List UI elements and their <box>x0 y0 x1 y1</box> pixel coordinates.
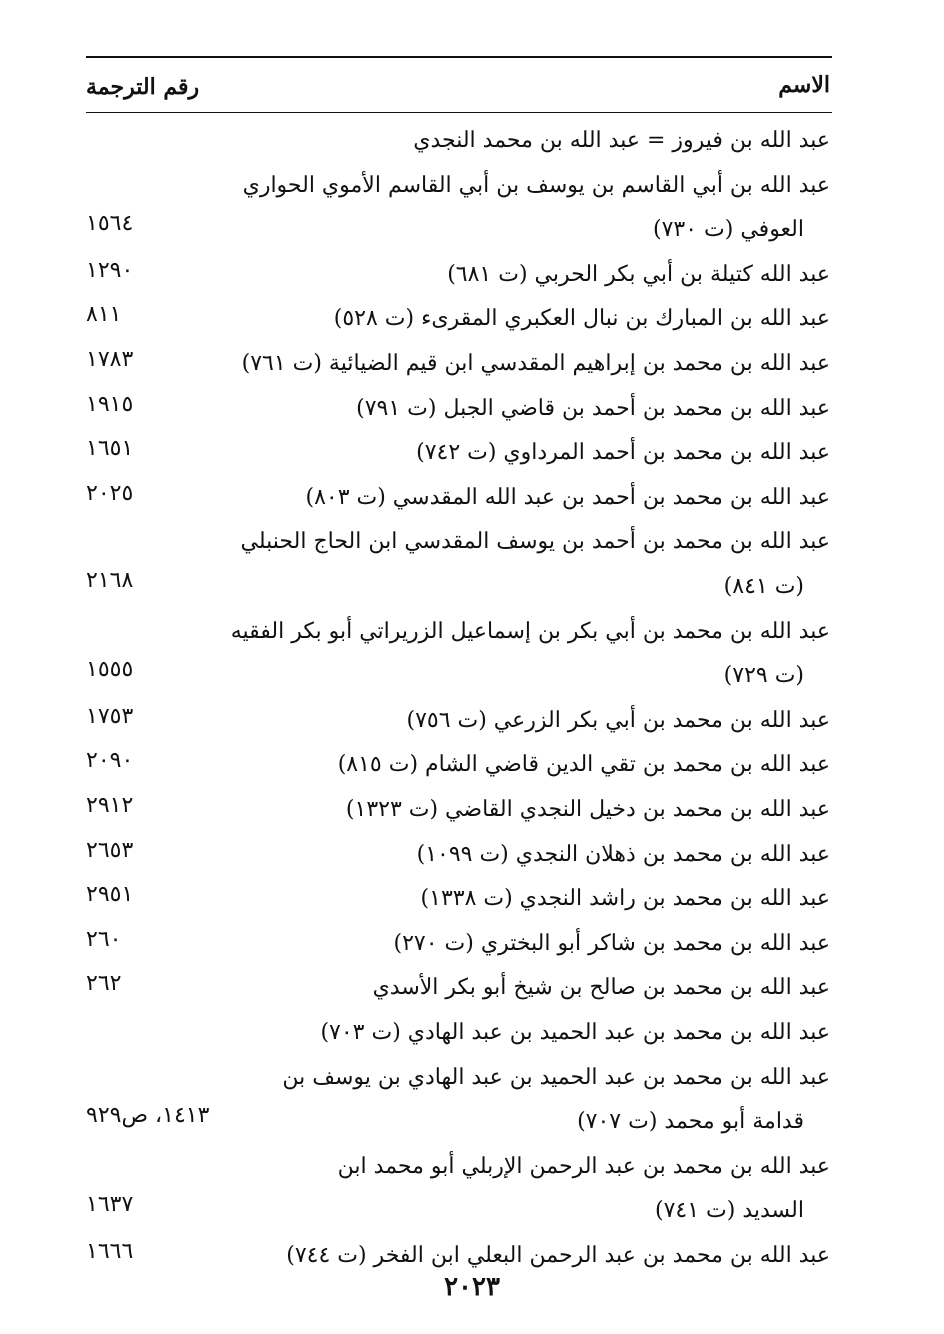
entry-number: ٢١٦٨ <box>86 567 134 593</box>
entry-number: ١٢٩٠ <box>86 257 134 283</box>
entry-name: عبد الله بن محمد بن أبي بكر بن إسماعيل الزريراتي أبو بكر الفقيه <box>230 618 830 644</box>
entry-number: ١٩١٥ <box>86 391 134 417</box>
entry-name-continuation: قدامة أبو محمد (ت ٧٠٧) <box>577 1109 804 1135</box>
top-rule <box>86 56 832 58</box>
list-item <box>0 926 944 974</box>
entry-name: عبد الله بن محمد بن ذهلان النجدي (ت ١٠٩٩) <box>416 841 830 867</box>
entry-name: عبد الله بن محمد بن راشد النجدي (ت ١٣٣٨) <box>420 886 830 912</box>
list-item <box>0 257 944 305</box>
entry-number: ١٧٨٣ <box>86 347 134 372</box>
entry-name: عبد الله بن أبي القاسم بن يوسف بن أبي القاسم الأموي الحواري <box>242 172 830 198</box>
entry-name: عبد الله بن فيروز = عبد الله بن محمد النجدي <box>413 128 830 153</box>
list-item <box>0 391 944 439</box>
list-item <box>0 126 944 171</box>
entry-number: ١٦٥١ <box>86 436 134 462</box>
entry-number: ١٦٣٧ <box>86 1192 134 1218</box>
entry-number: ١٤١٣، ص٩٢٩ <box>86 1103 210 1129</box>
entry-name: عبد الله بن محمد بن أحمد بن عبد الله المقدسي (ت ٨٠٣) <box>305 484 830 510</box>
entry-number: ١٦٦٦ <box>86 1239 134 1264</box>
list-item <box>0 171 944 260</box>
entry-number: ١٧٥٣ <box>86 703 134 729</box>
entry-name-continuation: العوفي (ت ٧٣٠) <box>653 217 804 243</box>
entry-number: ٢٩٥١ <box>86 882 134 908</box>
entry-number: ١٥٦٤ <box>86 211 134 237</box>
list-item <box>0 480 944 528</box>
entry-number: ٢٠٩٠ <box>86 748 134 774</box>
entry-name: عبد الله بن المبارك بن نبال العكبري المقرىء (ت ٥٢٨) <box>333 306 830 332</box>
header-rule <box>86 112 832 113</box>
entry-name: عبد الله بن محمد بن شاكر أبو البختري (ت ٢٧٠) <box>393 930 830 956</box>
list-item <box>0 304 944 349</box>
entry-number: ٨١١ <box>86 302 122 328</box>
entry-number: ٢٠٢٥ <box>86 480 134 506</box>
list-item <box>0 1063 944 1152</box>
entry-name: عبد الله بن محمد بن صالح بن شيخ أبو بكر الأسدي <box>372 975 830 1001</box>
page-number: ٢٠٢٣ <box>444 1272 500 1302</box>
entry-name-continuation: السديد (ت ٧٤١) <box>655 1198 804 1224</box>
entry-name: عبد الله بن محمد بن دخيل النجدي القاضي (ت ١٣٢٣) <box>345 797 830 822</box>
column-header-name: الاسم <box>778 72 830 98</box>
entry-number: ٢٦٠ <box>86 926 122 952</box>
column-header-number: رقم الترجمة <box>86 74 200 100</box>
entry-name-continuation: (ت ٨٤١) <box>723 573 804 599</box>
list-item <box>0 617 944 706</box>
entry-name-continuation: (ت ٧٢٩) <box>723 663 804 689</box>
list-item <box>0 527 944 616</box>
entry-name: عبد الله بن محمد بن تقي الدين قاضي الشام (ت ٨١٥) <box>337 752 830 778</box>
entry-name: عبد الله بن محمد بن عبد الرحمن البعلي ابن الفخر (ت ٧٤٤) <box>286 1243 830 1268</box>
entry-number: ١٥٥٥ <box>86 657 134 683</box>
list-item <box>0 703 944 751</box>
entry-name: عبد الله بن محمد بن أحمد المرداوي (ت ٧٤٢) <box>416 440 830 466</box>
list-item <box>0 884 944 929</box>
entry-name: عبد الله بن محمد بن أحمد بن قاضي الجبل (ت ٧٩١) <box>356 395 830 421</box>
list-item <box>0 750 944 795</box>
entry-name: عبد الله بن محمد بن عبد الحميد بن عبد الهادي بن يوسف بن <box>282 1064 830 1090</box>
entry-name: عبد الله بن محمد بن إبراهيم المقدسي ابن قيم الضيائية (ت ٧٦١) <box>241 351 830 376</box>
entry-name: عبد الله كتيلة بن أبي بكر الحربي (ت ٦٨١) <box>447 261 830 287</box>
entry-name: عبد الله بن محمد بن عبد الرحمن الإربلي أبو محمد ابن <box>337 1153 830 1179</box>
entry-number: ٢٦٢ <box>86 971 122 997</box>
list-item <box>0 795 944 840</box>
list-item <box>0 973 944 1018</box>
list-item <box>0 1152 944 1241</box>
entry-name: عبد الله بن محمد بن عبد الحميد بن عبد الهادي (ت ٧٠٣) <box>320 1020 830 1045</box>
list-item <box>0 1018 944 1063</box>
entry-number: ٢٩١٢ <box>86 793 134 818</box>
entry-name: عبد الله بن محمد بن أحمد بن يوسف المقدسي ابن الحاج الحنبلي <box>240 529 830 555</box>
list-item <box>0 438 944 483</box>
list-item <box>0 837 944 885</box>
entry-name: عبد الله بن محمد بن أبي بكر الزرعي (ت ٧٥٦) <box>406 707 830 733</box>
list-item <box>0 349 944 394</box>
entry-number: ٢٦٥٣ <box>86 837 134 863</box>
